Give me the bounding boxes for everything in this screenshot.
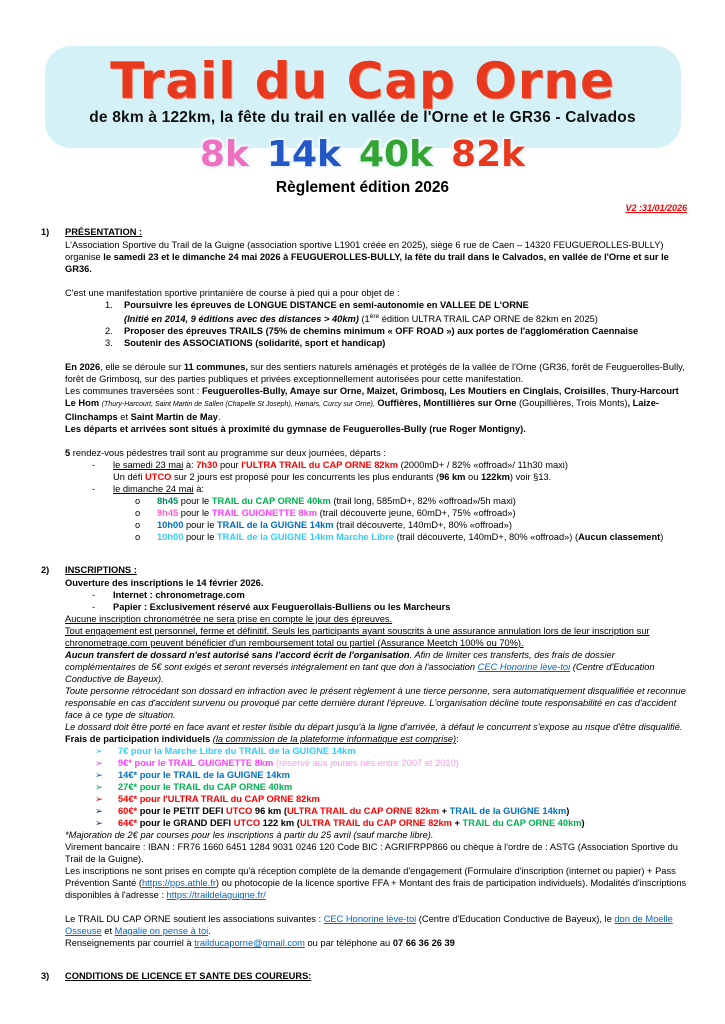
link[interactable]: CEC Honorine lève-toi (477, 662, 571, 673)
text-segment: ) ou photocopie de la licence sportive FFA + Montant des frais de participation individuels). Modalités d'inscriptions disponibles à l'adresse : (65, 878, 687, 901)
text-segment: 60€* (118, 806, 138, 817)
list-item (65, 781, 688, 793)
section-1 (41, 226, 688, 543)
text-segment: Poursuivre les épreuves de LONGUE DISTANCE en semi-autonomie en VALLEE DE L'ORNE (124, 300, 529, 310)
text-segment: Soutenir des ASSOCIATIONS (solidarité, sport et handicap) (124, 338, 386, 349)
list-item (65, 745, 688, 757)
header-banner (45, 46, 681, 148)
text-segment: TRAIL de la GUIGNE 14km (216, 520, 334, 531)
text-segment: Ouverture des inscriptions le 14 février 2026. (65, 578, 264, 589)
text-segment: à: (183, 460, 197, 471)
text-content (65, 577, 688, 589)
text-segment: + (451, 818, 463, 829)
text-segment: UTCO (233, 818, 261, 829)
text-segment: ULTRA TRAIL du CAP ORNE 82km (299, 818, 452, 829)
list-item (65, 299, 688, 325)
list-item (65, 325, 688, 337)
text-segment: UTCO (145, 472, 172, 483)
distance-badge: 8k (199, 134, 249, 175)
text-segment: Le dossard doit être porté en face avant et rester lisible du départ jusqu'à la ligne d'arrivée, à défaut le concurrent s'expose au risque d'être disqualifié. (65, 722, 683, 733)
text-content (157, 495, 688, 507)
text-segment: 96 km (439, 472, 466, 483)
list-item (65, 601, 688, 613)
text-content (124, 337, 688, 349)
text-segment: (Initié en 2014, 9 éditions avec des distances > 40km) (124, 314, 359, 325)
paragraph (65, 913, 688, 937)
list-item (65, 531, 688, 543)
text-content (118, 805, 688, 817)
text-segment: (la commission de la plateforme informatique est comprise) (212, 734, 457, 745)
text-segment: 64€* (118, 818, 138, 829)
text-segment: Virement bancaire : IBAN : FR76 1660 6451 1284 9031 0246 120 Code BIC : AGRIFRPP866 ou chèque à l'ordre de : ASTG (Association Sportive du Trail de la Guigne). (65, 842, 678, 865)
paragraph (65, 447, 688, 459)
page-heading: Règlement édition 2026 (275, 179, 450, 196)
text-segment: Thury-Harcourt Le Hom (65, 386, 679, 409)
text-segment: ) (581, 818, 585, 829)
paragraph (65, 685, 688, 721)
list-item (65, 337, 688, 349)
text-segment: UTCO (225, 806, 253, 817)
text-segment: TRAIL GUIGNETTE 8km (211, 508, 318, 519)
paragraph (65, 613, 688, 625)
text-segment: (trail long, 585mD+, 82% «offroad»/5h maxi) (330, 496, 516, 507)
paragraph (65, 721, 688, 733)
text-segment: ( (283, 806, 287, 817)
text-content (157, 531, 688, 543)
distances-row (0, 134, 725, 176)
text-segment: 122km (480, 472, 510, 483)
list-bullet: ➢ (95, 782, 103, 793)
text-segment: (Centre d'Education Conductive de Bayeux), le (416, 914, 615, 925)
list-item (65, 459, 688, 471)
text-segment: sur des sentiers naturels aménagés et protégés de la vallée de l'Orne (GR36, forêt de Feuguerolles-Bully, forêt de Grimbosq, sur des parties publiques et privées exceptionnellement autorisées pour cette manifestation. (65, 362, 685, 385)
text-content (118, 817, 688, 829)
text-content (65, 913, 688, 937)
text-segment: et (101, 926, 115, 937)
text-segment: 14€* pour le TRAIL de la GUIGNE 14km (118, 770, 290, 781)
list-bullet: o (135, 508, 141, 519)
text-segment: Laize-Clinchamps (65, 398, 659, 423)
list-bullet: - (92, 484, 96, 495)
text-segment: En 2026 (65, 362, 101, 373)
text-content (65, 841, 688, 865)
list-bullet: - (92, 460, 96, 471)
text-content (65, 829, 688, 841)
text-segment: ULTRA TRAIL du CAP ORNE 82km (286, 806, 440, 817)
text-segment: pour le PETIT DEFI (137, 806, 226, 817)
text-segment: 122 km (260, 818, 297, 829)
text-segment: 10h00 (157, 532, 184, 543)
text-segment: (Centre d'Education Conductive de Bayeux). (65, 662, 655, 685)
text-content (65, 649, 688, 685)
list-item (65, 495, 688, 507)
text-segment: ) voir §13. (509, 472, 552, 483)
distance-badge: 14k (266, 134, 341, 175)
list-bullet: ➢ (95, 806, 103, 817)
list-bullet: ➢ (95, 818, 103, 829)
paragraph (65, 385, 688, 423)
text-segment: . Afin de limiter ces transferts, des frais de dossier complémentaires de 5€ sont exigés et seront reversés intégralement en tant que don à l'association (65, 650, 615, 673)
list-bullet: ➢ (95, 746, 103, 757)
text-segment: Frais de participation individuels (65, 734, 213, 745)
text-segment: (2000mD+ / 82% «offroad»/ 11h30 maxi) (398, 460, 568, 471)
list-bullet: 1. (105, 300, 113, 310)
text-segment: . (208, 926, 211, 937)
list-bullet: ➢ (95, 758, 103, 769)
distance-badge: 82k (451, 134, 526, 175)
text-segment: (trail découverte jeune, 60mD+, 75% «offroad») (317, 508, 516, 519)
text-segment: 9h45 (157, 508, 179, 519)
link[interactable]: don de Moelle Osseuse (65, 914, 673, 937)
list-bullet: o (135, 496, 141, 507)
text-segment: , (605, 386, 612, 397)
text-segment: 8h45 (157, 496, 179, 507)
paragraph (65, 829, 688, 841)
text-segment: Les inscriptions ne sont prises en compte qu'à réception complète de la demande d'engagement (Formulaire d'inscription (internet ou papier) + Pass Prévention Santé ( (65, 866, 676, 889)
text-segment: 27€* pour le TRAIL du CAP ORNE 40km (118, 782, 293, 793)
text-content (118, 757, 688, 769)
section-title: CONDITIONS DE LICENCE ET SANTE DES COUREURS: (65, 971, 312, 982)
text-content (65, 361, 688, 385)
text-segment: . (217, 412, 221, 423)
list-item (65, 793, 688, 805)
list-item (65, 589, 688, 601)
paragraph (65, 937, 688, 949)
text-content (65, 423, 688, 435)
section-title: PRÉSENTATION : (65, 227, 143, 237)
text-segment: ère (369, 313, 380, 320)
text-content (113, 483, 688, 495)
text-content (118, 793, 688, 805)
list-bullet: ➢ (95, 794, 103, 805)
text-segment: le dimanche 24 mai (113, 484, 194, 495)
text-content (65, 613, 688, 625)
list-bullet: ➢ (95, 770, 103, 781)
text-content (118, 781, 688, 793)
paragraph (65, 239, 688, 275)
text-content (124, 299, 688, 325)
section-number: 1) (41, 227, 50, 237)
text-segment: ( (296, 818, 300, 829)
link[interactable]: Magalie on pense à toi (114, 926, 209, 937)
list-item (65, 483, 688, 495)
list-bullet: 2. (105, 326, 113, 337)
text-segment: 7€ pour la Marche Libre du TRAIL de la GUIGNE 14km (118, 746, 356, 757)
text-segment: (1 (358, 314, 370, 325)
paragraph (65, 423, 688, 435)
text-segment: 9€* pour le TRAIL GUIGNETTE 8km (118, 758, 274, 769)
text-content (157, 507, 688, 519)
text-segment: Papier : Exclusivement réservé aux Feuguerollais-Bulliens ou les Marcheurs (113, 602, 451, 613)
text-segment: Ouffières, Montillières sur Orne (377, 398, 517, 409)
document-body (41, 226, 688, 982)
section-title: INSCRIPTIONS : (65, 565, 137, 576)
text-segment: + (439, 806, 450, 817)
paragraph (65, 471, 688, 483)
paragraph (65, 287, 688, 299)
text-segment: , elle se déroule sur (100, 362, 184, 373)
text-segment: sur 2 jours est proposé pour les concurrents les plus endurants ( (171, 472, 440, 483)
text-segment: ou (465, 472, 481, 483)
text-content (157, 519, 688, 531)
text-segment: ) (566, 806, 570, 817)
text-content (65, 385, 688, 423)
list-bullet: - (92, 602, 96, 613)
text-segment: TRAIL du CAP ORNE 40km (462, 818, 582, 829)
section-number: 2) (41, 565, 50, 576)
text-segment: ou par téléphone au (304, 938, 393, 949)
text-segment: et (117, 412, 131, 423)
text-segment: ) (660, 532, 664, 543)
logo-title: Trail du Cap Orne (110, 52, 615, 110)
text-segment: Le TRAIL DU CAP ORNE soutient les associations suivantes : (65, 914, 324, 925)
text-segment: à: (193, 484, 204, 495)
link[interactable]: https://traildelaguigne.fr/ (166, 890, 266, 901)
text-segment: TRAIL de la GUIGNE 14km (449, 806, 567, 817)
section-3 (41, 970, 688, 982)
paragraph (65, 733, 688, 745)
list-item (65, 817, 688, 829)
list-bullet: o (135, 532, 141, 543)
text-segment: (réservé aux jeunes nés entre 2007 et 2010) (273, 758, 459, 769)
text-segment: C'est une manifestation sportive printanière de course à pied qui a pour objet de : (65, 288, 400, 298)
text-segment: Tout engagement est personnel, ferme et définitif. Seuls les participants ayant souscrits à une assurance annulation lors de leur inscription sur chronometrage.com peuvent bénéficier d'un remboursement total ou partiel (Assurance Meetch 100% ou 70%). (65, 626, 650, 649)
version-label: V2 :31/01/2026 (625, 203, 687, 213)
paragraph (65, 841, 688, 865)
text-segment: Aucun transfert de dossard n'est autorisé sans l'accord écrit de l'organisation (65, 650, 410, 661)
list-item (65, 769, 688, 781)
paragraph (65, 625, 688, 649)
text-content (113, 589, 688, 601)
text-segment: Les départs et arrivées sont situés à proximité du gymnase de Feuguerolles-Bully (rue Roger Montigny). (65, 424, 526, 435)
text-segment: pour le (183, 532, 217, 543)
text-segment: Aucun classement (578, 532, 661, 543)
text-segment: l'ULTRA TRAIL du CAP ORNE 82km (241, 460, 399, 471)
text-segment: pour le (178, 508, 212, 519)
text-segment: TRAIL du CAP ORNE 40km (211, 496, 331, 507)
link[interactable]: CEC Honorine lève-toi (323, 914, 417, 925)
text-content (113, 459, 688, 471)
text-segment: pour (217, 460, 242, 471)
text-segment: (Goupillières, Trois Monts) (516, 398, 628, 409)
text-segment: , (627, 398, 633, 409)
text-segment: pour le GRAND DEFI (137, 818, 234, 829)
text-content (113, 601, 688, 613)
text-segment: 11 communes, (183, 362, 248, 373)
text-content (124, 325, 688, 337)
text-segment: TRAIL de la GUIGNE 14km Marche Libre (216, 532, 395, 543)
text-segment: le samedi 23 et le dimanche 24 mai 2026 à FEUGUEROLLES-BULLY, la fête du trail dans le Calvados, en vallée de l'Orne et sur le GR36. (65, 252, 669, 274)
list-item (65, 805, 688, 817)
text-segment: Toute personne rétrocédant son dossard en infraction avec le présent règlement à une tierce personne, sera automatiquement disqualifiée et reconnue responsable en cas d'accident survenu ou provoqué par cette dernière durant l'épreuve. L'organisation décline toute responsabilité en cas d'accident face à ce type de situation. (65, 686, 686, 721)
section-number: 3) (41, 971, 50, 982)
text-content (118, 769, 688, 781)
text-segment: Feuguerolles-Bully, Amaye sur Orne, Maizet, Grimbosq, Les Moutiers en Cinglais, Croisilles (201, 386, 606, 397)
text-segment: Saint Martin de May (130, 412, 218, 423)
distance-badge: 40k (358, 134, 434, 175)
text-content (65, 287, 688, 299)
text-segment: Proposer des épreuves TRAILS (75% de chemins minimum « OFF ROAD ») aux portes de l'agglomération Caennaise (124, 326, 639, 337)
section-2 (41, 564, 688, 949)
text-segment: Renseignements par courriel à (65, 938, 195, 949)
text-segment: rendez-vous pédestres trail sont au programme sur deux journées, départs : (70, 448, 386, 459)
text-content (65, 447, 688, 459)
text-segment: 54€* pour l'ULTRA TRAIL du CAP ORNE 82km (118, 794, 320, 805)
paragraph (65, 649, 688, 685)
link[interactable]: trailducaporne@gmail.com (194, 938, 305, 949)
text-content (118, 745, 688, 757)
text-segment: Un défi (113, 472, 146, 483)
text-segment: (trail découverte, 140mD+, 80% «offroad») ( (394, 532, 579, 543)
logo-subtitle: de 8km à 122km, la fête du trail en vallée de l'Orne et le GR36 - Calvados (89, 109, 636, 126)
text-content (65, 685, 688, 721)
text-segment: 96 km (252, 806, 284, 817)
list-item (65, 519, 688, 531)
list-bullet: o (135, 520, 141, 531)
paragraph (65, 865, 688, 901)
text-segment: Aucune inscription chronométrée ne sera prise en compte le jour des épreuves. (65, 614, 393, 625)
text-segment: Internet : chronometrage.com (113, 590, 245, 601)
text-content (65, 625, 688, 649)
text-segment: 07 66 36 26 39 (392, 938, 455, 949)
text-segment: 7h30 (196, 460, 218, 471)
text-segment: 5 (65, 448, 71, 459)
text-content (113, 471, 688, 483)
list-item (65, 507, 688, 519)
text-segment: Les communes traversées sont : (65, 386, 202, 397)
text-segment: (trail découverte, 140mD+, 80% «offroad») (333, 520, 512, 531)
list-bullet: 3. (105, 338, 113, 349)
text-segment: 10h00 (157, 520, 184, 531)
text-segment: (Thury-Harcourt, Saint Martin de Sallen (Chapelle St Joseph), Hamars, Curcy sur Orne), (101, 401, 375, 409)
text-segment: pour le (183, 520, 217, 531)
paragraph (65, 361, 688, 385)
text-segment: L'Association Sportive du Trail de la Guigne (association sportive L1901 créée en 2025), siège 6 rue de Caen – 14320 FEUGUEROLLES-BULLY) organise (65, 240, 664, 262)
text-segment: : (456, 734, 459, 745)
list-item (65, 757, 688, 769)
text-segment: *Majoration de 2€ par courses pour les inscriptions à partir du 25 avril (sauf marche libre). (65, 830, 434, 841)
list-bullet: - (92, 590, 96, 601)
text-segment: édition ULTRA TRAIL CAP ORNE de 82km en 2025) (379, 314, 598, 325)
paragraph (65, 577, 688, 589)
text-content (65, 937, 688, 949)
text-segment: pour le (178, 496, 212, 507)
text-content (65, 733, 688, 745)
text-content (65, 721, 688, 733)
link[interactable]: https://pps.athle.fr (142, 878, 216, 889)
text-segment: le samedi 23 mai (113, 460, 184, 471)
text-content (65, 239, 688, 275)
text-content (65, 865, 688, 901)
